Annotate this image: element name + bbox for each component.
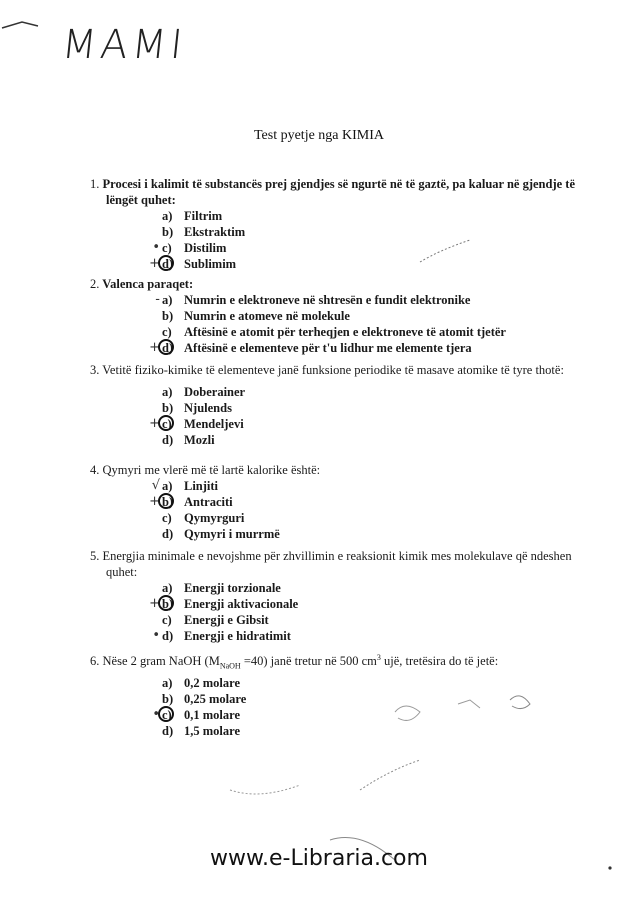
faint-stroke — [230, 785, 300, 794]
option-2b — [162, 308, 590, 324]
option-4b — [149, 494, 590, 510]
option-text: Aftësinë e elementeve për t'u lidhur me elemente tjera — [184, 341, 472, 355]
option-text: Numrin e elektroneve në shtresën e fundit elektronike — [184, 293, 471, 307]
option-label: d) — [162, 433, 174, 447]
option-text: Ekstraktim — [184, 225, 246, 239]
option-5d — [152, 628, 590, 644]
question-5 — [90, 548, 590, 644]
question-text: Qymyri me vlerë më të lartë kalorike është: — [102, 463, 321, 477]
option-2a — [155, 292, 590, 308]
hand-mark: • — [152, 240, 160, 255]
option-3d — [162, 432, 590, 448]
option-label: a) — [162, 293, 173, 307]
option-1d — [149, 256, 590, 272]
option-text: Qymyrguri — [184, 511, 245, 525]
option-text: Energji e hidratimit — [184, 629, 291, 643]
hand-mark: + — [149, 416, 160, 431]
question-number: 2. — [90, 277, 100, 291]
question-text-mid: =40) janë tretur në 500 cm — [240, 654, 377, 669]
question-text-post: ujë, tretësira do të jetë: — [380, 654, 499, 669]
option-label: c) — [162, 707, 172, 722]
answer-circle — [158, 706, 174, 722]
answer-circle — [158, 595, 174, 611]
question-number: 1. — [90, 177, 100, 191]
option-label: a) — [162, 385, 173, 399]
option-3c — [149, 416, 590, 432]
question-3 — [90, 362, 590, 448]
question-text: Procesi i kalimit të substancës prej gjendjes së ngurtë në të gaztë, pa kaluar në gjendje të lëngët quhet: — [102, 177, 576, 207]
option-label: d) — [162, 723, 174, 738]
option-text: 0,25 molare — [184, 691, 247, 706]
hand-mark: • — [152, 706, 160, 722]
question-text: Vetitë fiziko-kimike të elementeve janë funksione periodike të masave atomike të tyre thotë: — [102, 363, 564, 377]
question-text: Energjia minimale e nevojshme për zhvillimin e reaksionit kimik mes molekulave që ndeshen quhet: — [102, 549, 572, 579]
option-text: Energji aktivacionale — [184, 597, 299, 611]
site-watermark: www.e-Libraria.com — [210, 846, 428, 871]
option-6a — [162, 675, 590, 691]
option-label: b) — [162, 691, 174, 706]
hand-mark: + — [149, 256, 160, 271]
question-number: 4. — [90, 463, 100, 477]
option-label: a) — [162, 581, 173, 595]
option-label: a) — [162, 675, 173, 690]
option-text: Energji torzionale — [184, 581, 281, 595]
option-label: d) — [162, 629, 174, 643]
option-6d — [162, 723, 590, 739]
option-4c — [162, 510, 590, 526]
option-2d — [149, 340, 590, 356]
option-text: Mozli — [184, 433, 215, 447]
option-3a — [162, 384, 590, 400]
answer-circle — [158, 415, 174, 431]
test-title: Test pyetje nga KIMIA — [253, 128, 385, 143]
option-text: Njulends — [184, 401, 232, 415]
hand-mark: • — [152, 628, 160, 643]
option-4a — [151, 478, 590, 494]
option-label: c) — [162, 613, 172, 627]
option-label: a) — [162, 479, 173, 493]
option-text: 0,1 molare — [184, 707, 241, 722]
faint-stroke — [360, 760, 420, 790]
question-1 — [90, 176, 590, 272]
option-5c — [162, 612, 590, 628]
option-1b — [162, 224, 590, 240]
option-text: 1,5 molare — [184, 723, 241, 738]
question-text-superscript: 3 — [376, 653, 381, 662]
option-label: a) — [162, 209, 173, 223]
option-label: d) — [162, 527, 174, 541]
option-label: d) — [162, 257, 174, 271]
hand-mark: + — [149, 596, 160, 611]
option-label: c) — [162, 417, 172, 431]
option-label: c) — [162, 241, 172, 255]
hand-mark: + — [149, 340, 160, 355]
option-3b — [162, 400, 590, 416]
question-number: 5. — [90, 549, 100, 563]
option-text: Sublimim — [184, 257, 237, 271]
answer-circle — [158, 255, 174, 271]
question-number: 3. — [90, 363, 100, 377]
option-5a — [162, 580, 590, 596]
option-label: c) — [162, 511, 172, 525]
option-text: Energji e Gibsit — [184, 613, 269, 627]
hand-mark: - — [155, 292, 160, 307]
option-text: Qymyri i murrmë — [184, 527, 280, 541]
hand-mark: √ — [151, 478, 160, 493]
option-text: Antraciti — [184, 495, 233, 509]
question-6 — [90, 650, 590, 739]
option-1a — [162, 208, 590, 224]
answer-circle — [158, 339, 174, 355]
option-6c — [152, 706, 590, 723]
handwritten-name: MAMI — [59, 22, 189, 68]
question-text-pre: Nëse 2 gram NaOH (M — [102, 654, 220, 669]
option-text: Doberainer — [184, 385, 246, 399]
option-label: c) — [162, 325, 172, 339]
question-text-subscript: NaOH — [219, 661, 241, 671]
option-label: d) — [162, 341, 174, 355]
question-number: 6. — [90, 654, 100, 669]
option-4d — [162, 526, 590, 542]
option-5b — [149, 596, 590, 612]
option-text: Aftësinë e atomit për terheqjen e elektroneve të atomit tjetër — [184, 325, 506, 339]
corner-scribble — [2, 22, 38, 28]
answer-circle — [158, 493, 174, 509]
option-label: b) — [162, 309, 174, 323]
option-text: Numrin e atomeve në molekule — [184, 309, 350, 323]
option-text: Distilim — [184, 241, 227, 255]
option-label: b) — [162, 495, 174, 509]
option-6b — [162, 691, 590, 707]
option-2c — [162, 324, 590, 340]
option-text: Linjiti — [184, 479, 219, 493]
question-text: Valenca paraqet: — [102, 277, 194, 291]
option-text: Mendeljevi — [184, 417, 244, 431]
option-text: Filtrim — [184, 209, 223, 223]
option-label: b) — [162, 401, 174, 415]
option-1c — [152, 240, 590, 256]
option-label: b) — [162, 597, 174, 611]
question-4 — [90, 462, 590, 542]
option-text: 0,2 molare — [184, 675, 241, 690]
hand-mark: + — [149, 494, 160, 509]
question-2 — [90, 276, 590, 356]
option-label: b) — [162, 225, 174, 239]
